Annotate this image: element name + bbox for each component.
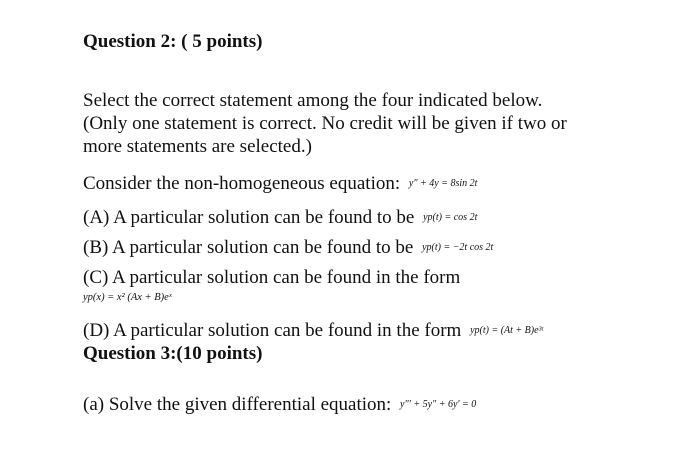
option-b [83,237,493,259]
part-a-text: (a) Solve the given differential equation: [83,394,392,415]
question-3-part-a [83,394,476,416]
option-b-text: (B) A particular solution can be found to be [83,237,414,258]
option-c [83,267,460,289]
option-a-equation: yp(t) = cos 2t [423,212,478,223]
question-2-title: Question 2: ( 5 points) [83,31,263,52]
option-d-equation: yp(t) = (At + B)e³ᵗ [470,325,544,336]
option-c-text: (C) A particular solution can be found in the form [83,267,461,288]
question-3-title: Question 3:(10 points) [83,343,263,364]
option-a-text: (A) A particular solution can be found to be [83,207,415,228]
option-d-text: (D) A particular solution can be found in the form [83,320,462,341]
part-a-equation: y"' + 5y" + 6y' = 0 [400,399,477,410]
option-d [83,320,543,342]
instructions-line-3: more statements are selected.) [83,136,312,157]
instructions-line-2: (Only one statement is correct. No credit will be given if two or [83,113,567,134]
option-b-equation: yp(t) = −2t cos 2t [422,242,494,253]
option-c-equation: yp(x) = x² (Ax + B)eˣ [83,292,172,303]
option-a [83,207,477,229]
instructions-line-1: Select the correct statement among the four indicated below. [83,90,543,111]
consider-statement [83,173,477,195]
consider-text: Consider the non-homogeneous equation: [83,173,401,194]
consider-equation: y" + 4y = 8sin 2t [408,178,478,189]
